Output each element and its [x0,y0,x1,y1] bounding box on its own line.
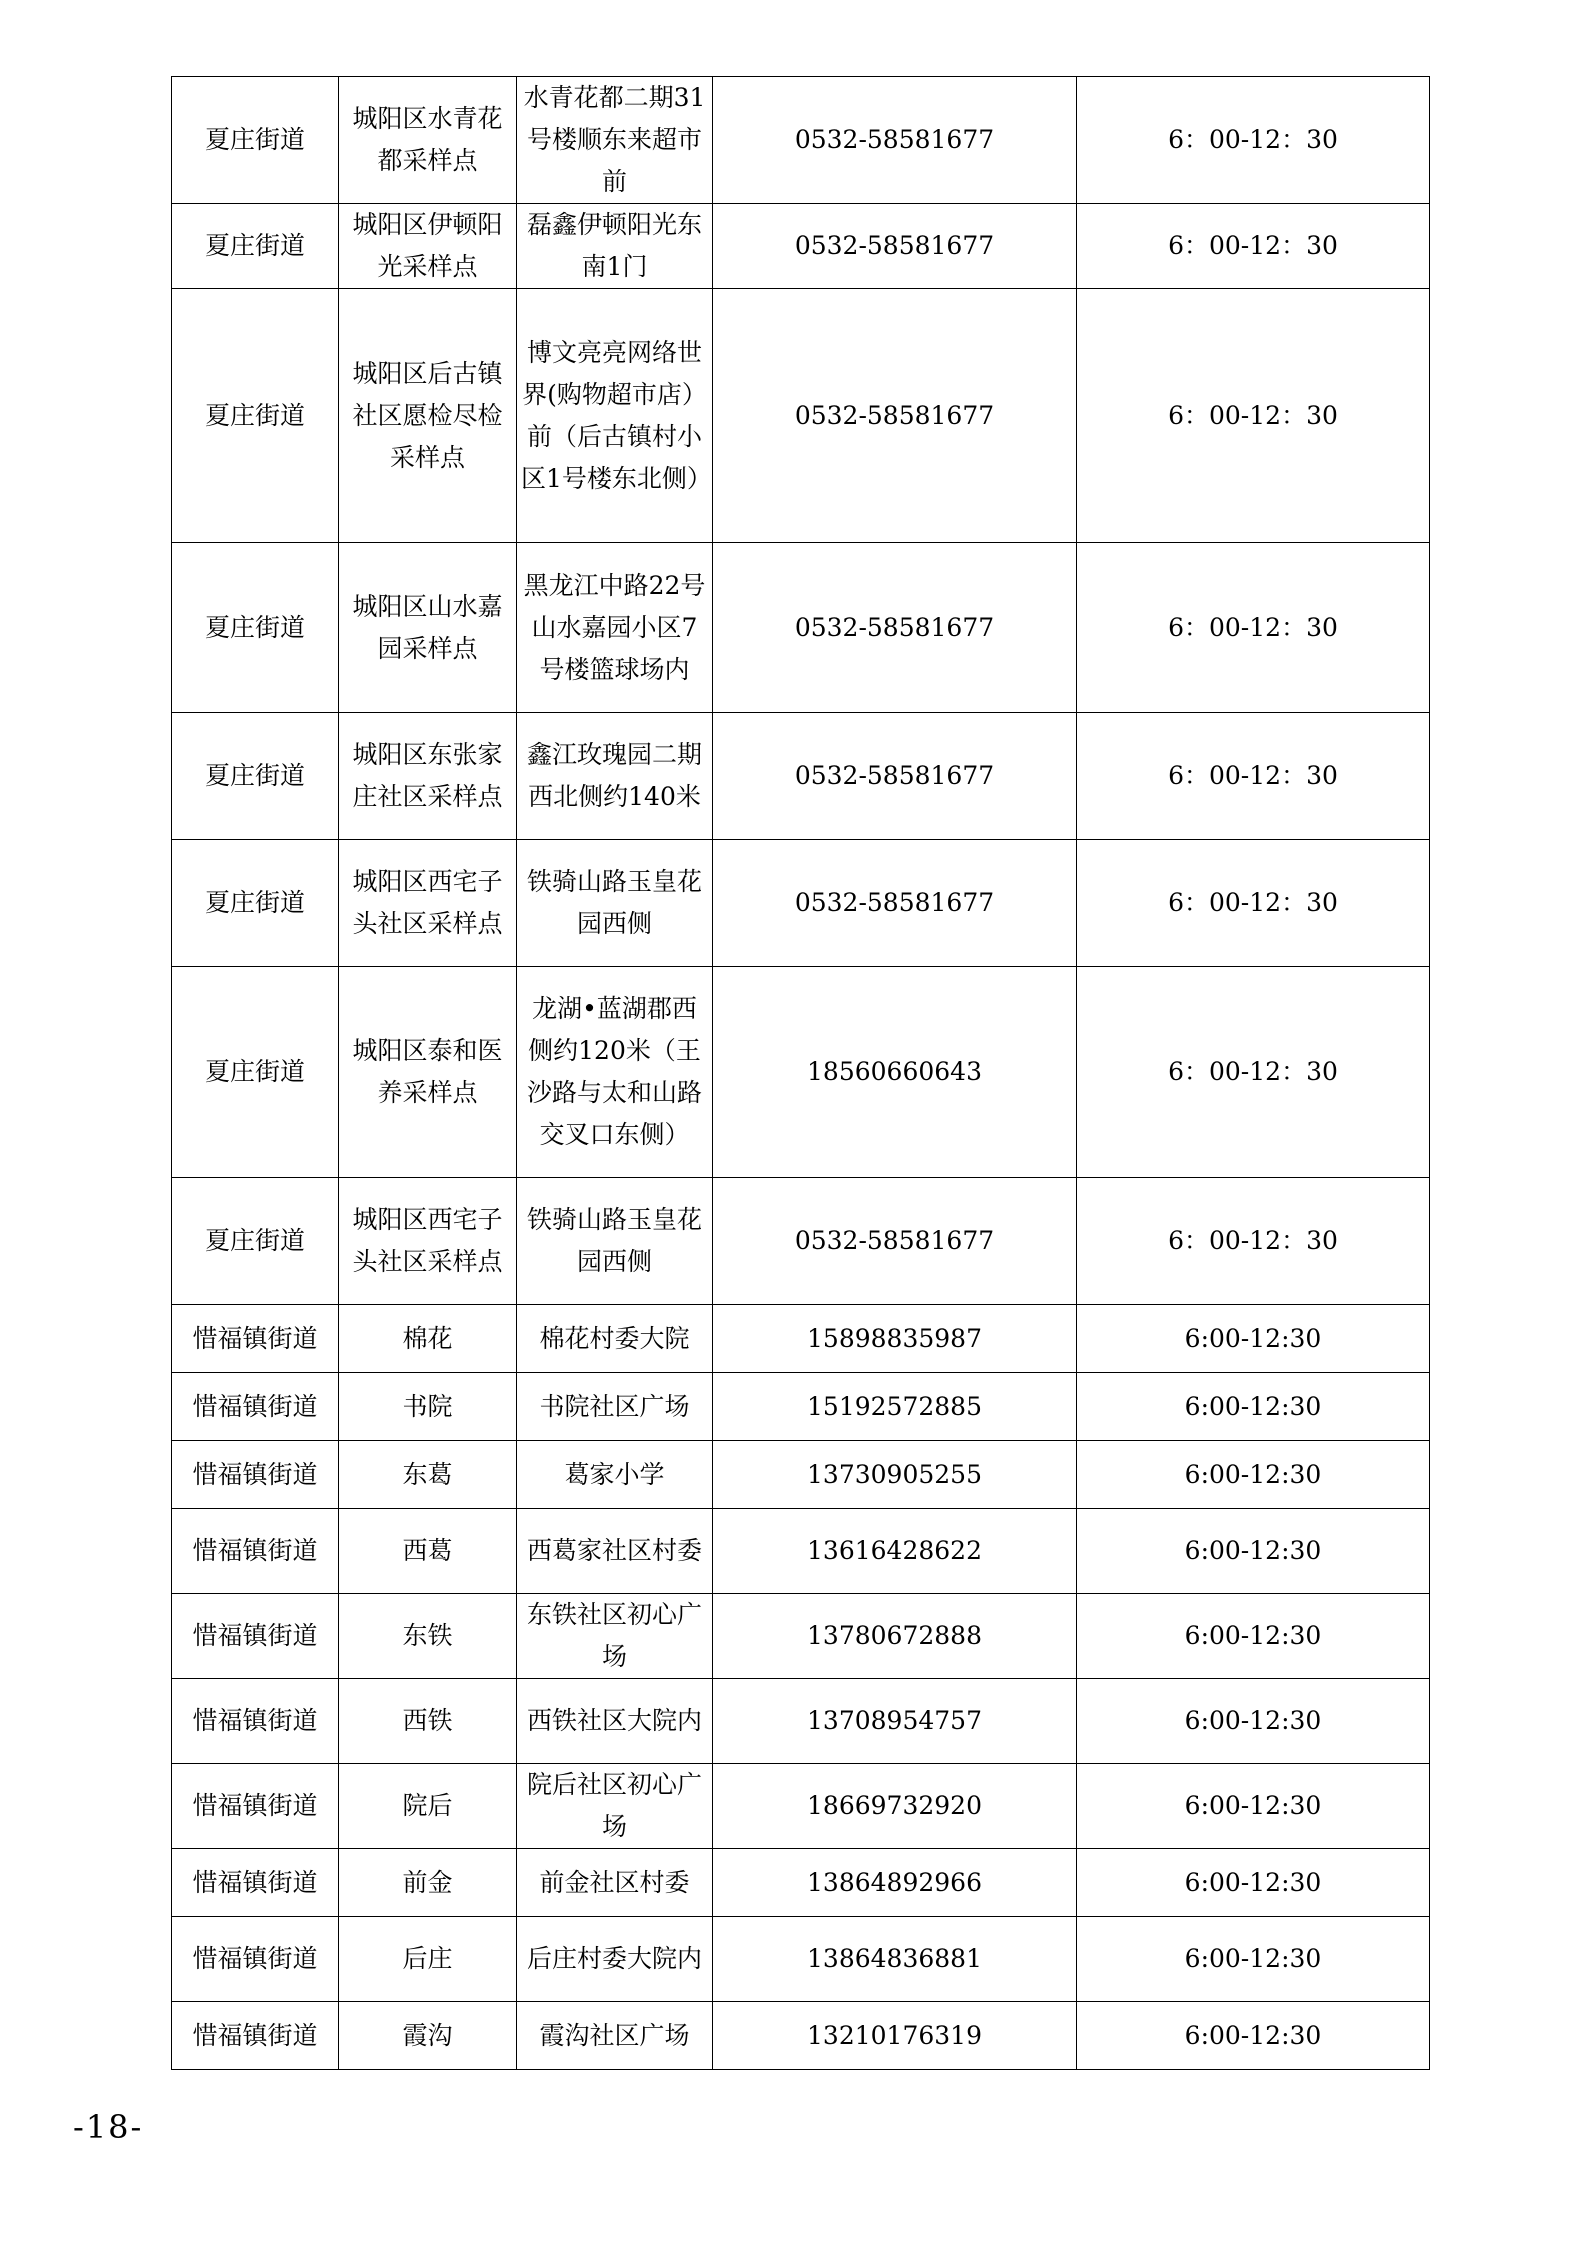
site-cell: 城阳区泰和医养采样点 [339,967,517,1178]
phone-cell: 0532-58581677 [713,840,1077,967]
site-cell: 院后 [339,1764,517,1849]
address-cell: 西葛家社区村委 [517,1509,713,1594]
hours-cell: 6：00-12：30 [1077,967,1430,1178]
address-cell: 磊鑫伊顿阳光东南1门 [517,204,713,289]
street-cell: 惜福镇街道 [172,1764,339,1849]
phone-cell: 18560660643 [713,967,1077,1178]
table-row [172,2002,1430,2070]
table-row [172,1594,1430,1679]
street-cell: 惜福镇街道 [172,1305,339,1373]
address-cell: 黑龙江中路22号山水嘉园小区7号楼篮球场内 [517,543,713,713]
site-cell: 后庄 [339,1917,517,2002]
table-row [172,204,1430,289]
address-cell: 博文亮亮网络世界(购物超市店）前（后古镇村小区1号楼东北侧） [517,289,713,543]
site-cell: 城阳区水青花都采样点 [339,77,517,204]
street-cell: 夏庄街道 [172,1178,339,1305]
table-row [172,77,1430,204]
table-row [172,1373,1430,1441]
address-cell: 龙湖•蓝湖郡西侧约120米（王沙路与太和山路交叉口东侧） [517,967,713,1178]
street-cell: 惜福镇街道 [172,1849,339,1917]
table-row [172,1509,1430,1594]
address-cell: 水青花都二期31号楼顺东来超市前 [517,77,713,204]
table-row [172,1917,1430,2002]
site-cell: 霞沟 [339,2002,517,2070]
hours-cell: 6:00-12:30 [1077,1594,1430,1679]
street-cell: 夏庄街道 [172,713,339,840]
hours-cell: 6:00-12:30 [1077,1679,1430,1764]
street-cell: 惜福镇街道 [172,1679,339,1764]
phone-cell: 13616428622 [713,1509,1077,1594]
street-cell: 惜福镇街道 [172,1917,339,2002]
phone-cell: 13864892966 [713,1849,1077,1917]
site-cell: 西铁 [339,1679,517,1764]
address-cell: 铁骑山路玉皇花园西侧 [517,840,713,967]
table-row [172,1679,1430,1764]
hours-cell: 6:00-12:30 [1077,1764,1430,1849]
site-cell: 城阳区山水嘉园采样点 [339,543,517,713]
street-cell: 惜福镇街道 [172,2002,339,2070]
table-row [172,289,1430,543]
phone-cell: 0532-58581677 [713,77,1077,204]
table-row [172,1178,1430,1305]
address-cell: 后庄村委大院内 [517,1917,713,2002]
phone-cell: 13708954757 [713,1679,1077,1764]
site-cell: 书院 [339,1373,517,1441]
hours-cell: 6：00-12：30 [1077,289,1430,543]
site-cell: 前金 [339,1849,517,1917]
phone-cell: 18669732920 [713,1764,1077,1849]
street-cell: 惜福镇街道 [172,1594,339,1679]
site-cell: 城阳区西宅子头社区采样点 [339,840,517,967]
hours-cell: 6:00-12:30 [1077,1373,1430,1441]
page-number: -18- [73,2108,144,2146]
hours-cell: 6：00-12：30 [1077,1178,1430,1305]
hours-cell: 6：00-12：30 [1077,77,1430,204]
hours-cell: 6:00-12:30 [1077,1305,1430,1373]
address-cell: 书院社区广场 [517,1373,713,1441]
address-cell: 东铁社区初心广场 [517,1594,713,1679]
table-body [172,77,1430,2070]
address-cell: 铁骑山路玉皇花园西侧 [517,1178,713,1305]
street-cell: 夏庄街道 [172,204,339,289]
phone-cell: 13864836881 [713,1917,1077,2002]
street-cell: 夏庄街道 [172,840,339,967]
street-cell: 夏庄街道 [172,289,339,543]
table-row [172,840,1430,967]
table-row [172,713,1430,840]
site-cell: 东葛 [339,1441,517,1509]
street-cell: 惜福镇街道 [172,1373,339,1441]
hours-cell: 6:00-12:30 [1077,2002,1430,2070]
hours-cell: 6：00-12：30 [1077,840,1430,967]
hours-cell: 6:00-12:30 [1077,1917,1430,2002]
phone-cell: 0532-58581677 [713,289,1077,543]
address-cell: 棉花村委大院 [517,1305,713,1373]
site-cell: 棉花 [339,1305,517,1373]
phone-cell: 0532-58581677 [713,1178,1077,1305]
street-cell: 惜福镇街道 [172,1509,339,1594]
phone-cell: 13210176319 [713,2002,1077,2070]
address-cell: 葛家小学 [517,1441,713,1509]
street-cell: 夏庄街道 [172,543,339,713]
phone-cell: 15898835987 [713,1305,1077,1373]
table-row [172,543,1430,713]
street-cell: 惜福镇街道 [172,1441,339,1509]
hours-cell: 6：00-12：30 [1077,713,1430,840]
table-row [172,1441,1430,1509]
phone-cell: 13730905255 [713,1441,1077,1509]
address-cell: 霞沟社区广场 [517,2002,713,2070]
table-row [172,967,1430,1178]
address-cell: 院后社区初心广场 [517,1764,713,1849]
hours-cell: 6:00-12:30 [1077,1509,1430,1594]
phone-cell: 0532-58581677 [713,204,1077,289]
table-row [172,1849,1430,1917]
phone-cell: 0532-58581677 [713,543,1077,713]
street-cell: 夏庄街道 [172,967,339,1178]
sampling-sites-table [171,76,1430,2070]
site-cell: 东铁 [339,1594,517,1679]
site-cell: 城阳区后古镇社区愿检尽检采样点 [339,289,517,543]
address-cell: 前金社区村委 [517,1849,713,1917]
table-row [172,1764,1430,1849]
street-cell: 夏庄街道 [172,77,339,204]
site-cell: 城阳区东张家庄社区采样点 [339,713,517,840]
phone-cell: 0532-58581677 [713,713,1077,840]
address-cell: 鑫江玫瑰园二期西北侧约140米 [517,713,713,840]
address-cell: 西铁社区大院内 [517,1679,713,1764]
phone-cell: 15192572885 [713,1373,1077,1441]
phone-cell: 13780672888 [713,1594,1077,1679]
site-cell: 城阳区西宅子头社区采样点 [339,1178,517,1305]
hours-cell: 6：00-12：30 [1077,543,1430,713]
hours-cell: 6:00-12:30 [1077,1441,1430,1509]
table-row [172,1305,1430,1373]
hours-cell: 6:00-12:30 [1077,1849,1430,1917]
site-cell: 西葛 [339,1509,517,1594]
site-cell: 城阳区伊顿阳光采样点 [339,204,517,289]
hours-cell: 6：00-12：30 [1077,204,1430,289]
